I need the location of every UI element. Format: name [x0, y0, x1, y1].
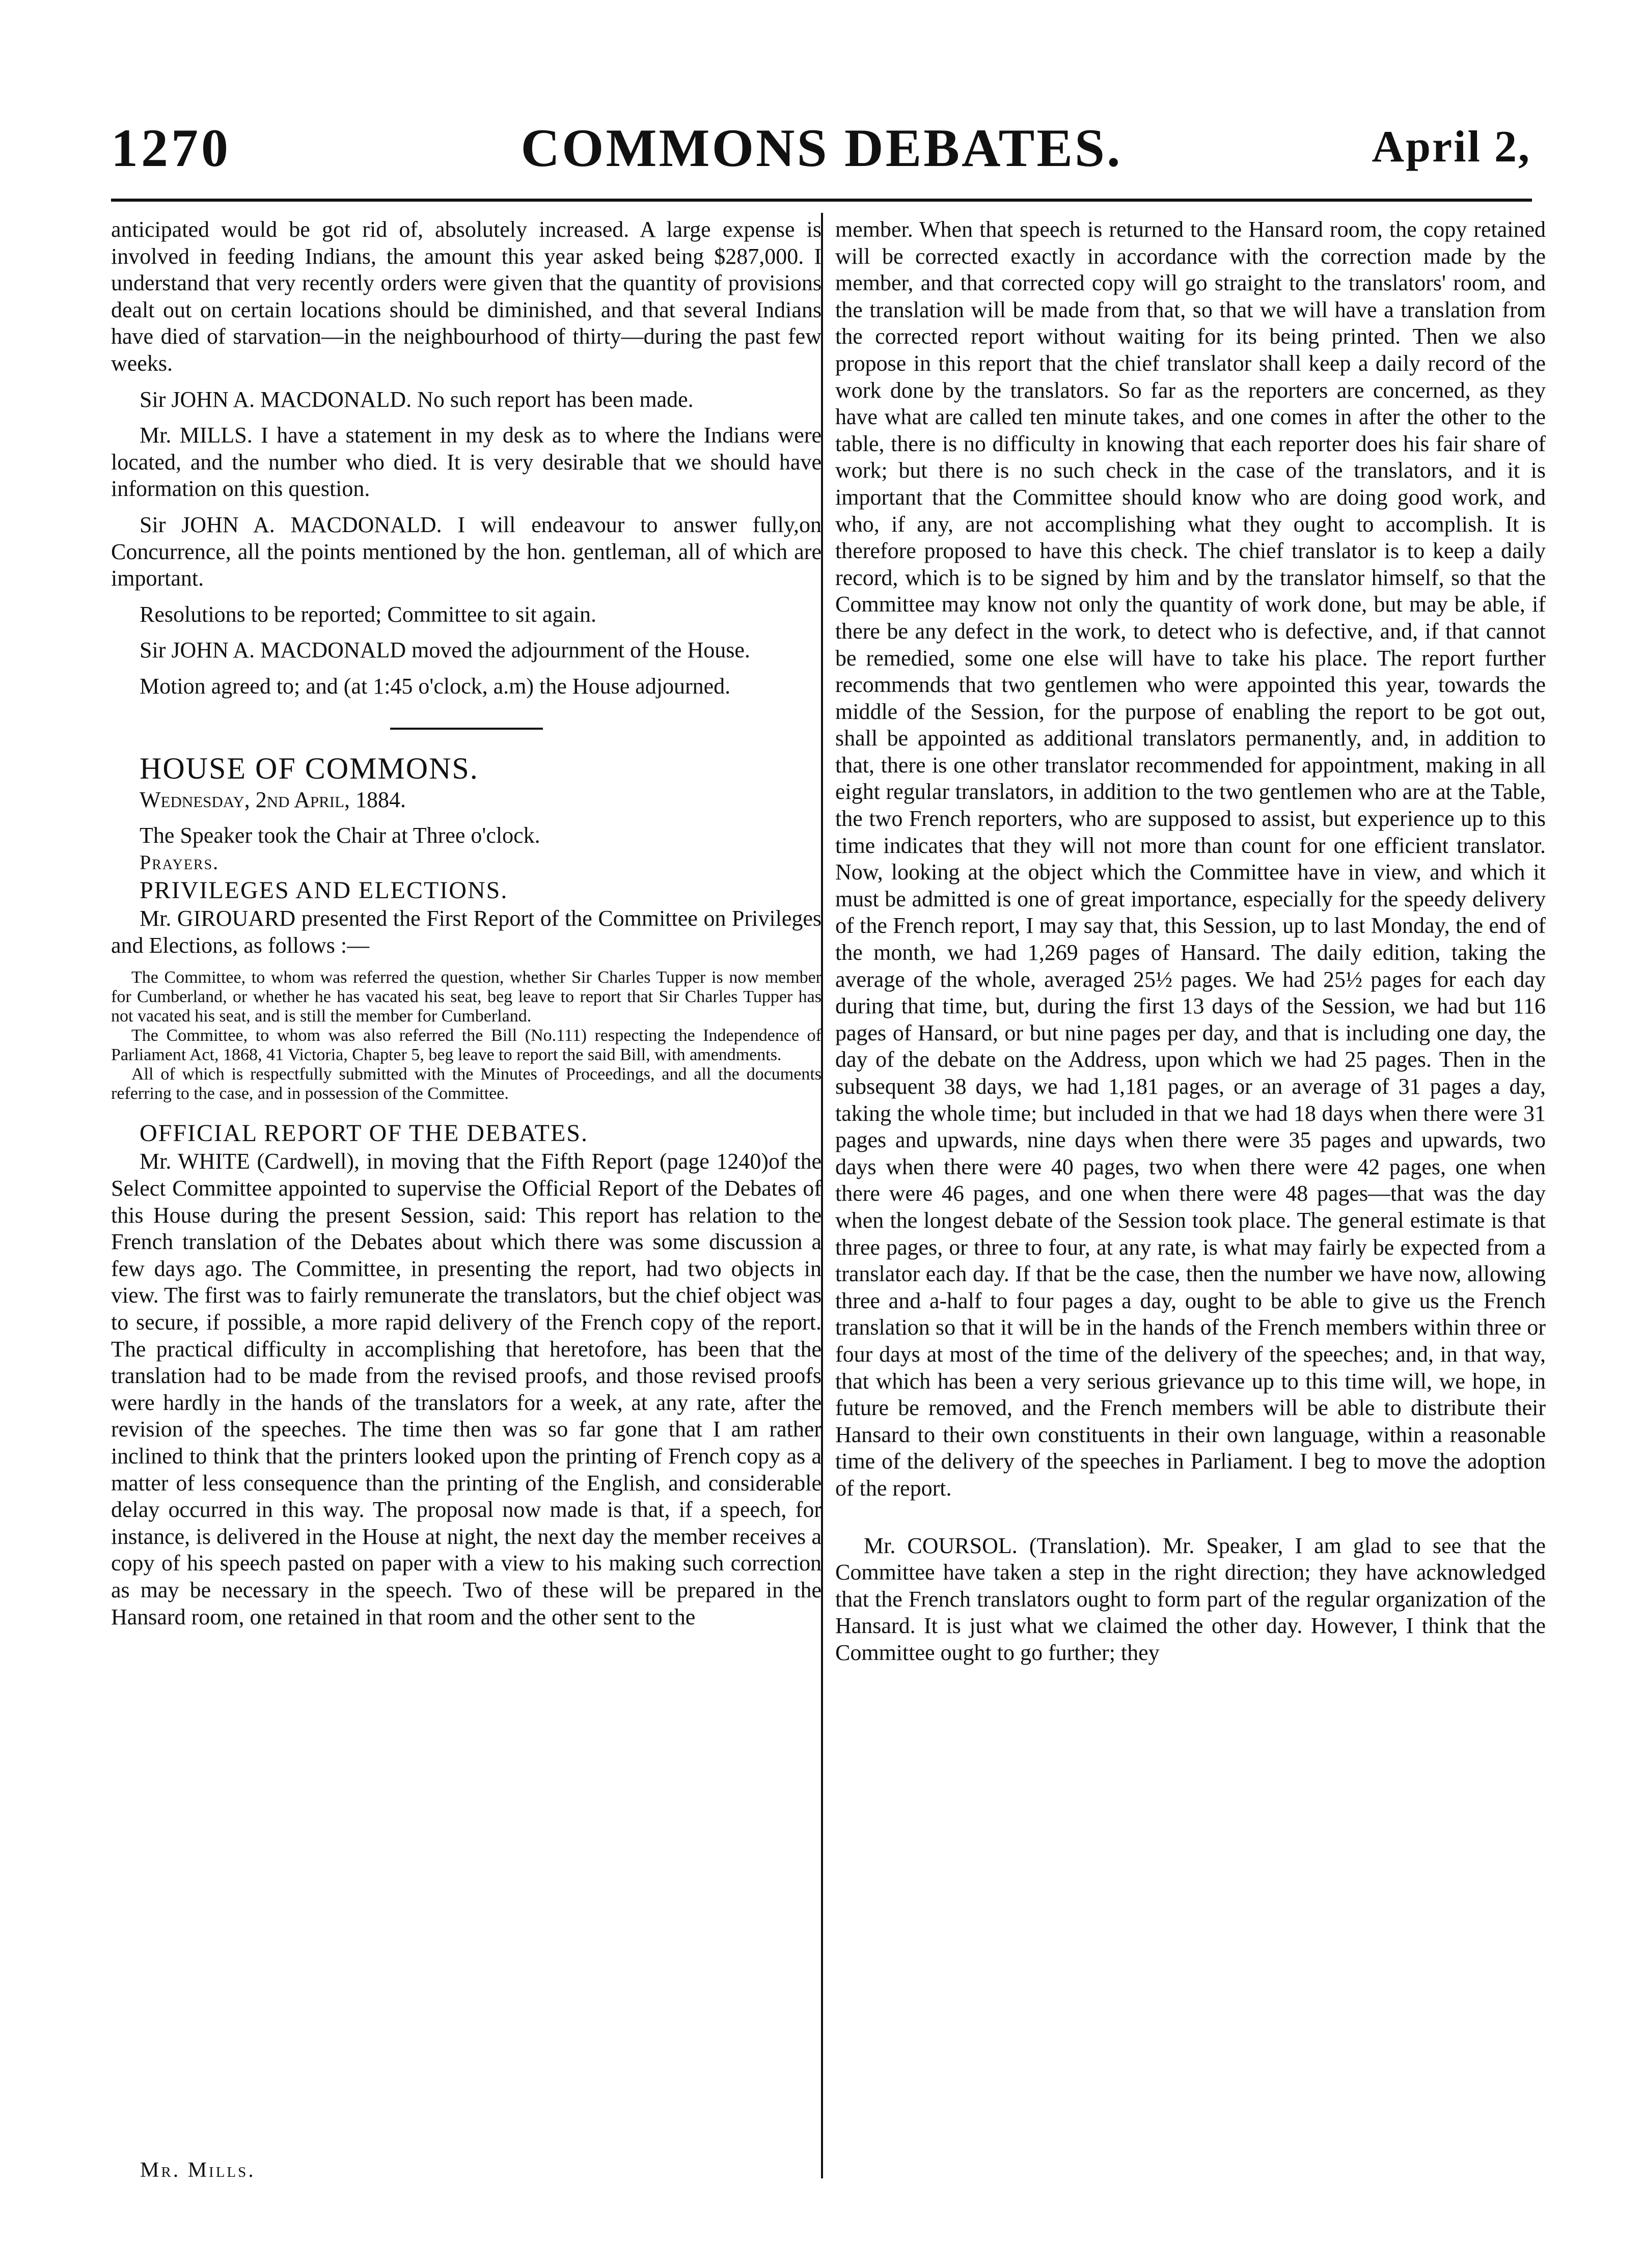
paragraph: Motion agreed to; and (at 1:45 o'clock, a.m) the House adjourned. — [140, 673, 731, 699]
report-paragraph: The Committee, to whom was also referred the Bill (No.111) respecting the Independence of Parliament Act, 1868, 41 Victoria, Chapter 5, beg leave to report the said Bill, with amendments. — [111, 1026, 822, 1065]
report-paragraph: The Committee, to whom was referred the question, whether Sir Charles Tupper is now member for Cumberland, or whether he has vacated his seat, beg leave to report that Sir Charles Tupper has not vacated his seat, and is still the member for Cumberland. — [111, 968, 822, 1026]
paragraph: Sir JOHN A. MACDONALD. No such report has been made. — [140, 386, 694, 412]
paragraph: Sir JOHN A. MACDONALD moved the adjournment of the House. — [140, 638, 750, 663]
running-title: COMMONS DEBATES. — [521, 118, 1122, 178]
right-column — [835, 216, 1546, 1666]
sitting-date: Wednesday, 2nd April, 1884. — [140, 787, 406, 812]
paragraph: The Speaker took the Chair at Three o'clock. — [140, 823, 540, 848]
paragraph: Resolutions to be reported; Committee to sit again. — [140, 601, 596, 627]
page-header — [0, 0, 1643, 183]
paragraph: Mr. MILLS. I have a statement in my desk as to where the Indians were located, and the number who died. It is very desirable that we should have information on this question. — [111, 423, 822, 502]
committee-report — [111, 968, 822, 1103]
paragraph: Mr. GIROUARD presented the First Report of the Committee on Privileges and Elections, as follows :— — [111, 906, 822, 958]
header-rule — [111, 199, 1532, 202]
left-column — [111, 216, 822, 1630]
header-date: April 2, — [1372, 122, 1531, 172]
report-paragraph: All of which is respectfully submitted with the Minutes of Proceedings, and all the documents referring to the case, and in possession of the Committee. — [111, 1065, 822, 1103]
prayers-heading: Prayers. — [140, 850, 220, 874]
page-number: 1270 — [111, 118, 231, 178]
paragraph: anticipated would be got rid of, absolutely increased. A large expense is involved in feeding Indians, the amount this year asked being $287,000. I understand that very recently orders were given that the quantity of provisions dealt out on certain locations should be diminished, and that several Indians have died of starvation—in the neighbourhood of thirty—during the past few weeks. — [111, 217, 822, 376]
subsection-title: PRIVILEGES AND ELECTIONS. — [140, 877, 508, 904]
paragraph: Mr. COURSOL. (Translation). Mr. Speaker, I am glad to see that the Committee have taken a step in the right direction; they have acknowledged that the French translators ought to form part of the regular organization of the Hansard. It is just what we claimed the other day. However, I think that the Committee ought to go further; they — [835, 1533, 1546, 1665]
section-rule — [390, 728, 543, 730]
paragraph: Sir JOHN A. MACDONALD. I will endeavour to answer fully,on Concurrence, all the points mentioned by the hon. gentleman, all of which are important. — [111, 512, 822, 591]
subsection-title: OFFICIAL REPORT OF THE DEBATES. — [140, 1120, 588, 1147]
section-title: HOUSE OF COMMONS. — [140, 751, 479, 785]
paragraph: Mr. WHITE (Cardwell), in moving that the Fifth Report (page 1240)of the Select Committee appointed to supervise the Official Report of the Debates of this House during the present Session, said: This report has relation to the French translation of the Debates about which there was some discussion a few days ago. The Committee, in presenting the report, had two objects in view. The first was to fairly remunerate the translators, but the chief object was to secure, if possible, a more rapid delivery of the French copy of the report. The practical difficulty in accomplishing that heretofore, has been that the translation had to be made from the revised proofs, and those revised proofs were hardly in the hands of the translators for a week, at any rate, after the revision of the speeches. The time then was so far gone that I am rather inclined to think that the printers looked upon the printing of French copy as a matter of less consequence than the printing of the English, and considerable delay occurred in this way. The proposal now made is that, if a speech, for instance, is delivered in the House at night, the next day the member receives a copy of his speech pasted on paper with a view to his making such correction as may be necessary in the speech. Two of these will be prepared in the Hansard room, one retained in that room and the other sent to the — [111, 1149, 822, 1629]
paragraph: member. When that speech is returned to the Hansard room, the copy retained will be corrected exactly in accordance with the correction made by the member, and that corrected copy will go straight to the translators' room, and the translation will be made from that, so that we will have a translation from the corrected report without waiting for its being printed. Then we also propose in this report that the chief translator shall keep a daily record of the work done by the translators. So far as the reporters are concerned, as they have what are called ten minute takes, and one comes in after the other to the table, there is no difficulty in knowing that each reporter does his fair share of work; but there is no such check in the case of the translators, and it is important that the Committee should know who are doing good work, and who, if any, are not accomplishing what they ought to accomplish. It is therefore proposed to have this check. The chief translator is to keep a daily record, which is to be signed by him and by the translator himself, so that the Committee may know not only the quantity of work done, but may be able, if there be any defect in the work, to detect who is defective, and, if that cannot be remedied, some one else will have to take his place. The report further recommends that two gentlemen who were appointed this year, towards the middle of the Session, for the purpose of enabling the report to be got out, shall be appointed as additional translators permanently, and, in addition to that, there is one other translator recommended for appointment, making in all eight regular translators, in addition to the two gentlemen who are at the Table, the two French reporters, who are supposed to assist, but experience up to this time indicates that they will not more than count for one efficient translator. Now, looking at the object which the Committee have in view, and which it must be admitted is one of great importance, especially for the speedy delivery of the French report, I may say that, this Session, up to last Monday, the end of the month, we had 1,269 pages of Hansard. The daily edition, taking the average of the whole, averaged 25½ pages. We had 25½ pages for each day during that time, but, during the first 13 days of the Session, we had but 116 pages of Hansard, or but nine pages per day, and that is including one day, the day of the debate on the Address, upon which we had 25 pages. Then in the subsequent 38 days, we had 1,181 pages, or an average of 31 pages a day, taking the whole time; but included in that we had 18 days when there were 31 pages and upwards, nine days when there were 35 pages and upwards, two days when there were 40 pages, two when there were 42 pages, one when there were 46 pages, and one when there were 48 pages—that was the day when the longest debate of the Session took place. The general estimate is that three pages, or three to four, at any rate, is what may fairly be expected from a translator each day. If that be the case, then the number we have now, allowing three and a-half to four pages a day, ought to be able to give us the French translation so that it will be in the hands of the French members within three or four days at most of the time of the delivery of the speeches; and, in that way, that which has been a very serious grievance up to this time will, we hope, in future be removed, and the French members will be able to distribute their Hansard to their own constituents in their own language, within a reasonable time of the delivery of the speeches in Parliament. I beg to move the adoption of the report. — [835, 217, 1546, 1501]
footer-speaker-note: Mr. Mills. — [140, 2159, 256, 2182]
